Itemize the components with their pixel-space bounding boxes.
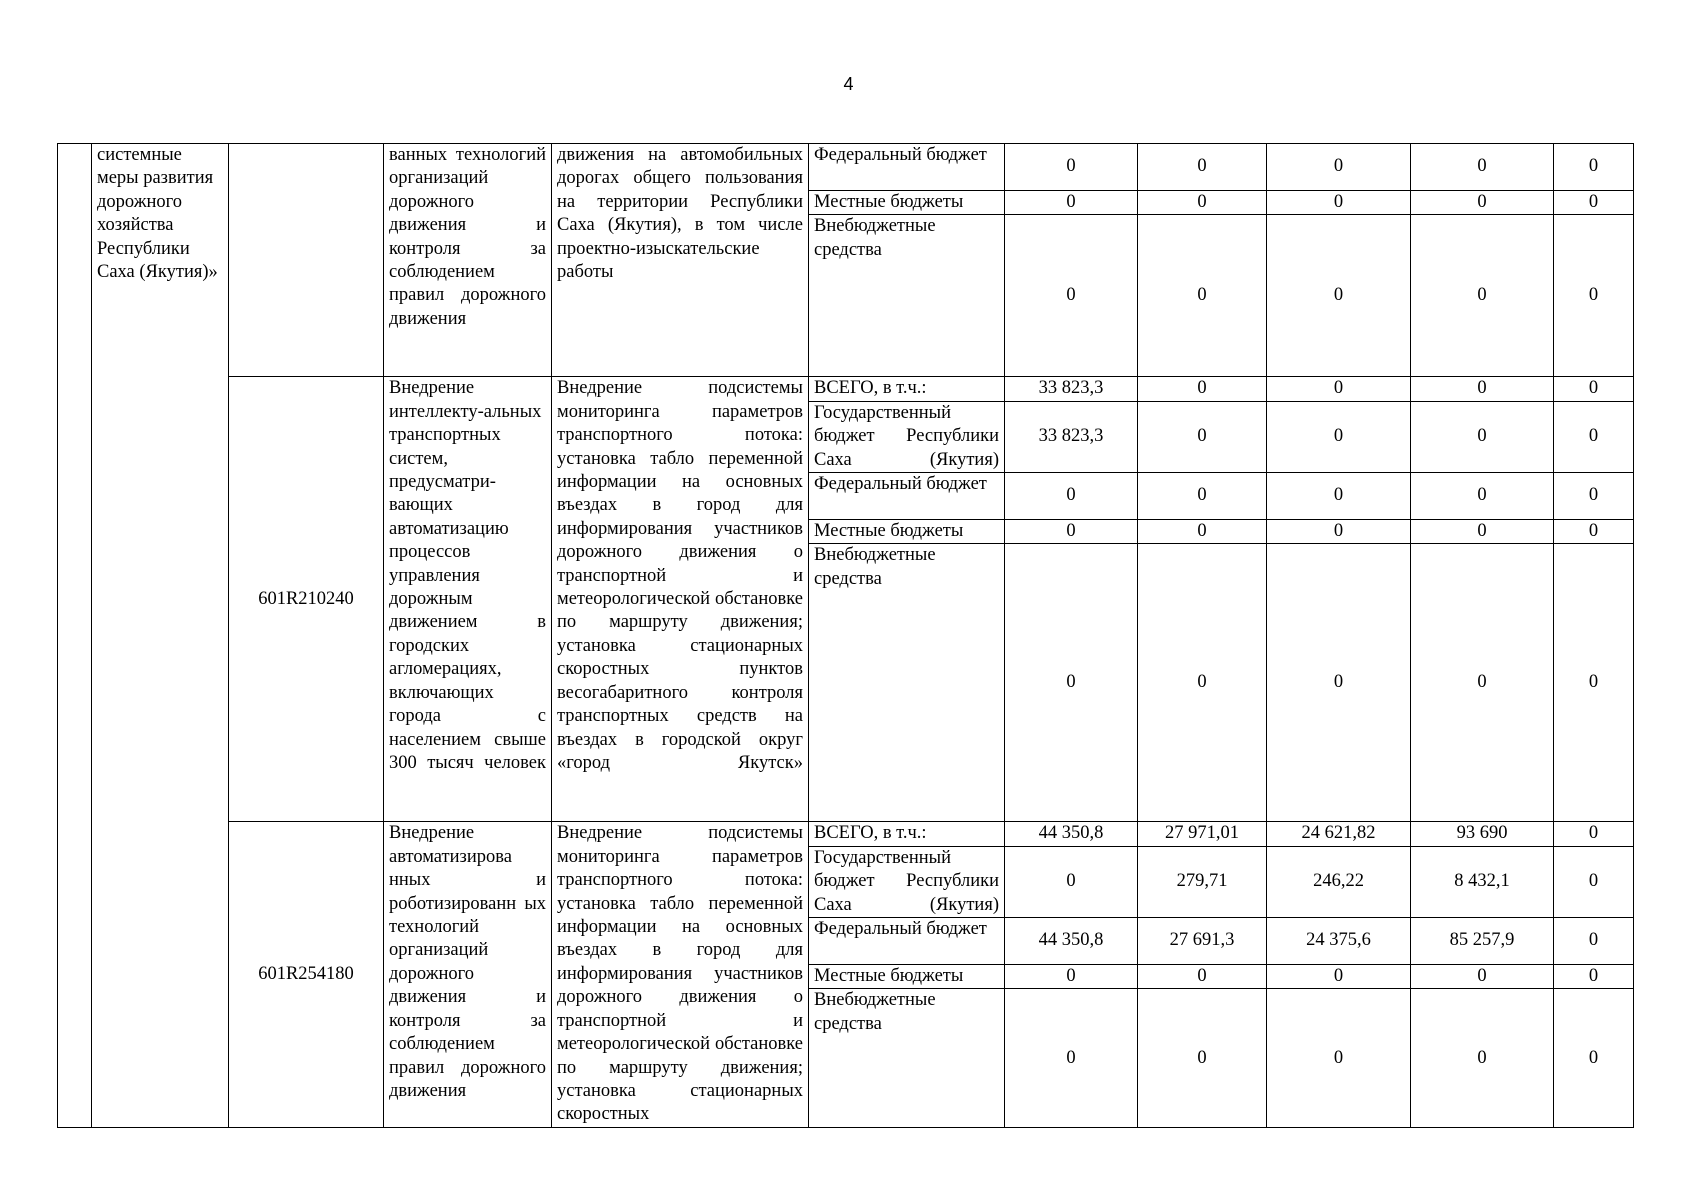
source-cell: ВСЕГО, в т.ч.: [809,377,1005,401]
value-cell: 0 [1554,544,1634,822]
value-cell: 0 [1138,401,1267,472]
description-cell: Внедрение подсистемы мониторинга параметров транспортного потока: установка табло переменной информации на основных въездах в город для информирования участников дорожного движения о транспортной и метеорологической обстановке по маршруту движения; установка стационарных скоростных пунктов весогабаритного контроля транспортных средств на въездах в городской округ «город Якутск» [552,377,809,822]
table-row [58,144,1634,191]
code-cell [229,144,384,377]
source-cell: Федеральный бюджет [809,918,1005,965]
value-cell: 0 [1138,965,1267,989]
value-cell: 0 [1005,965,1138,989]
budget-table [57,143,1634,1128]
value-cell: 0 [1554,918,1634,965]
source-cell: Внебюджетные средства [809,215,1005,377]
value-cell: 0 [1005,191,1138,215]
value-cell: 0 [1554,191,1634,215]
value-cell: 85 257,9 [1411,918,1554,965]
value-cell: 0 [1005,144,1138,191]
source-cell: Государственный бюджет Республики Саха (Якутия) [809,401,1005,472]
value-cell: 0 [1554,822,1634,846]
value-cell: 0 [1267,144,1411,191]
source-cell: Государственный бюджет Республики Саха (Якутия) [809,846,1005,917]
value-cell: 0 [1411,377,1554,401]
measure-cell: Внедрение интеллекту-альных транспортных систем, предусматри-вающих автоматизацию процессов управления дорожным движением в городских агломерациях, включающих города с населением свыше 300 тысяч человек [384,377,552,822]
value-cell: 27 691,3 [1138,918,1267,965]
table-row [58,822,1634,846]
value-cell: 0 [1005,215,1138,377]
source-cell: Местные бюджеты [809,520,1005,544]
source-cell: Федеральный бюджет [809,144,1005,191]
value-cell: 0 [1005,989,1138,1128]
value-cell: 0 [1554,401,1634,472]
table-row [58,377,1634,401]
value-cell: 0 [1554,520,1634,544]
value-cell: 0 [1267,989,1411,1128]
value-cell: 0 [1138,520,1267,544]
value-cell: 246,22 [1267,846,1411,917]
value-cell: 44 350,8 [1005,822,1138,846]
program-name-cell: системные меры развития дорожного хозяйства Республики Саха (Якутия)» [92,144,229,1128]
description-cell: Внедрение подсистемы мониторинга параметров транспортного потока: установка табло переменной информации на основных въездах в город для информирования участников дорожного движения о транспортной и метеорологической обстановке по маршруту движения; установка стационарных скоростных [552,822,809,1128]
page-number: 4 [843,74,854,94]
source-cell: Местные бюджеты [809,965,1005,989]
value-cell: 0 [1554,965,1634,989]
code-cell: 601R210240 [229,377,384,822]
code-cell: 601R254180 [229,822,384,1128]
value-cell: 93 690 [1411,822,1554,846]
value-cell: 0 [1005,846,1138,917]
value-cell: 0 [1138,144,1267,191]
value-cell: 0 [1411,544,1554,822]
value-cell: 0 [1554,473,1634,520]
value-cell: 33 823,3 [1005,401,1138,472]
value-cell: 24 621,82 [1267,822,1411,846]
value-cell: 0 [1267,215,1411,377]
value-cell: 24 375,6 [1267,918,1411,965]
value-cell: 0 [1267,473,1411,520]
value-cell: 0 [1138,215,1267,377]
value-cell: 0 [1267,191,1411,215]
value-cell: 0 [1554,377,1634,401]
description-cell: движения на автомобильных дорогах общего пользования на территории Республики Саха (Якутия), в том числе проектно-изыскательские работы [552,144,809,377]
value-cell: 0 [1411,473,1554,520]
value-cell: 0 [1411,401,1554,472]
value-cell: 0 [1267,377,1411,401]
value-cell: 0 [1411,520,1554,544]
source-cell: Внебюджетные средства [809,544,1005,822]
value-cell: 0 [1411,144,1554,191]
value-cell: 0 [1267,401,1411,472]
value-cell: 0 [1411,215,1554,377]
index-cell [58,144,92,1128]
value-cell: 0 [1411,965,1554,989]
value-cell: 0 [1005,520,1138,544]
value-cell: 0 [1554,846,1634,917]
measure-cell: ванных технологий организаций дорожного движения и контроля за соблюдением правил дорожного движения [384,144,552,377]
value-cell: 0 [1267,965,1411,989]
value-cell: 8 432,1 [1411,846,1554,917]
value-cell: 27 971,01 [1138,822,1267,846]
value-cell: 0 [1411,191,1554,215]
value-cell: 33 823,3 [1005,377,1138,401]
value-cell: 279,71 [1138,846,1267,917]
value-cell: 0 [1005,473,1138,520]
value-cell: 0 [1138,473,1267,520]
value-cell: 0 [1138,377,1267,401]
value-cell: 0 [1267,544,1411,822]
value-cell: 0 [1138,191,1267,215]
value-cell: 0 [1554,989,1634,1128]
value-cell: 0 [1138,989,1267,1128]
value-cell: 0 [1267,520,1411,544]
source-cell: Местные бюджеты [809,191,1005,215]
value-cell: 44 350,8 [1005,918,1138,965]
source-cell: ВСЕГО, в т.ч.: [809,822,1005,846]
measure-cell: Внедрение автоматизирова нных и роботизированн ых технологий организаций дорожного движения и контроля за соблюдением правил дорожного движения [384,822,552,1128]
source-cell: Внебюджетные средства [809,989,1005,1128]
value-cell: 0 [1005,544,1138,822]
value-cell: 0 [1411,989,1554,1128]
value-cell: 0 [1554,144,1634,191]
value-cell: 0 [1138,544,1267,822]
source-cell: Федеральный бюджет [809,473,1005,520]
value-cell: 0 [1554,215,1634,377]
